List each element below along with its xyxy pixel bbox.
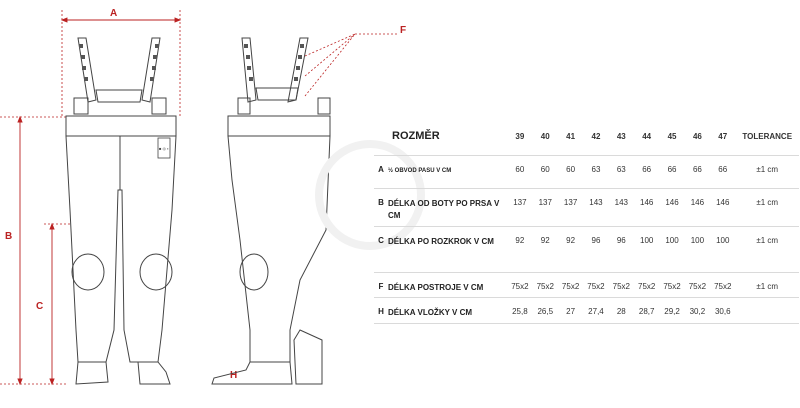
size-header: 44	[634, 117, 659, 156]
dimension-label-b: B	[5, 231, 13, 242]
size-header: 47	[710, 117, 735, 156]
brand-badge-text: ■ ◎ ▪	[159, 146, 169, 151]
table-cell: 26,5	[533, 298, 558, 324]
table-cell: 27,4	[583, 298, 608, 324]
table-cell: 66	[710, 156, 735, 189]
table-row	[374, 298, 799, 324]
table-cell: 100	[685, 227, 710, 273]
table-cell: 66	[634, 156, 659, 189]
table-cell: 137	[533, 189, 558, 227]
table-header-row	[374, 117, 799, 156]
tolerance-cell: ±1 cm	[735, 189, 799, 227]
tolerance-cell: ±1 cm	[735, 227, 799, 273]
table-cell: 146	[659, 189, 684, 227]
table-cell: 92	[558, 227, 583, 273]
table-cell: 75x2	[634, 273, 659, 298]
table-cell: 66	[659, 156, 684, 189]
table-cell: 96	[609, 227, 634, 273]
table-row	[374, 156, 799, 189]
dimension-label-c: C	[36, 301, 44, 312]
waders-side-view	[212, 38, 330, 384]
table-cell: 75x2	[710, 273, 735, 298]
size-header: 45	[659, 117, 684, 156]
size-header: 40	[533, 117, 558, 156]
table-row	[374, 273, 799, 298]
row-label: DÉLKA PO ROZKROK V CM	[388, 237, 494, 246]
size-header: 41	[558, 117, 583, 156]
dimension-arrows	[18, 18, 180, 384]
table-cell: 75x2	[609, 273, 634, 298]
table-cell: 75x2	[685, 273, 710, 298]
size-header: 39	[507, 117, 532, 156]
table-cell: 100	[659, 227, 684, 273]
table-cell: 28	[609, 298, 634, 324]
table-cell: 75x2	[507, 273, 532, 298]
table-cell: 66	[685, 156, 710, 189]
row-label: DÉLKA VLOŽKY V CM	[388, 308, 473, 317]
tolerance-header: TOLERANCE	[735, 117, 799, 156]
row-label-cell	[374, 298, 507, 324]
table-cell: 60	[558, 156, 583, 189]
row-code: B	[378, 198, 384, 207]
table-cell: 75x2	[533, 273, 558, 298]
row-code: H	[378, 307, 384, 316]
table-cell: 27	[558, 298, 583, 324]
table-cell: 92	[507, 227, 532, 273]
table-cell: 100	[710, 227, 735, 273]
tolerance-cell: ±1 cm	[735, 273, 799, 298]
tolerance-cell	[735, 298, 799, 324]
waders-front-view	[66, 38, 176, 384]
table-cell: 146	[685, 189, 710, 227]
row-code: C	[378, 236, 384, 245]
row-label: DÉLKA OD BOTY PO PRSA V CM	[388, 199, 500, 220]
tolerance-cell: ±1 cm	[735, 156, 799, 189]
row-label-cell	[374, 156, 507, 189]
table-cell: 75x2	[583, 273, 608, 298]
size-header: 46	[685, 117, 710, 156]
table-cell: 28,7	[634, 298, 659, 324]
row-code: A	[378, 165, 384, 174]
table-cell: 137	[507, 189, 532, 227]
size-header: 42	[583, 117, 608, 156]
row-code: F	[378, 282, 384, 291]
row-label: DÉLKA POSTROJE V CM	[388, 283, 484, 292]
table-cell: 143	[583, 189, 608, 227]
table-cell: 60	[507, 156, 532, 189]
table-cell: 100	[634, 227, 659, 273]
table-cell: 96	[583, 227, 608, 273]
table-cell: 75x2	[558, 273, 583, 298]
size-header: 43	[609, 117, 634, 156]
row-label-cell	[374, 227, 507, 273]
dimension-label-a: A	[110, 8, 118, 19]
table-cell: 30,6	[710, 298, 735, 324]
table-row	[374, 189, 799, 227]
table-cell: 143	[609, 189, 634, 227]
table-row	[374, 227, 799, 273]
table-cell: 146	[710, 189, 735, 227]
row-label-cell	[374, 189, 507, 227]
size-table	[374, 117, 799, 324]
table-cell: 25,8	[507, 298, 532, 324]
table-cell: 146	[634, 189, 659, 227]
row-label-cell	[374, 273, 507, 298]
dimension-label-f: F	[400, 25, 407, 36]
table-header-label: ROZMĚR	[374, 117, 507, 156]
table-cell: 63	[609, 156, 634, 189]
table-cell: 75x2	[659, 273, 684, 298]
table-cell: 60	[533, 156, 558, 189]
row-label: ½ OBVOD PASU V CM	[388, 168, 452, 174]
table-cell: 29,2	[659, 298, 684, 324]
table-cell: 92	[533, 227, 558, 273]
table-cell: 30,2	[685, 298, 710, 324]
harness-buckles-front	[79, 44, 159, 81]
table-cell: 63	[583, 156, 608, 189]
table-cell: 137	[558, 189, 583, 227]
dimension-label-h: H	[230, 370, 238, 381]
